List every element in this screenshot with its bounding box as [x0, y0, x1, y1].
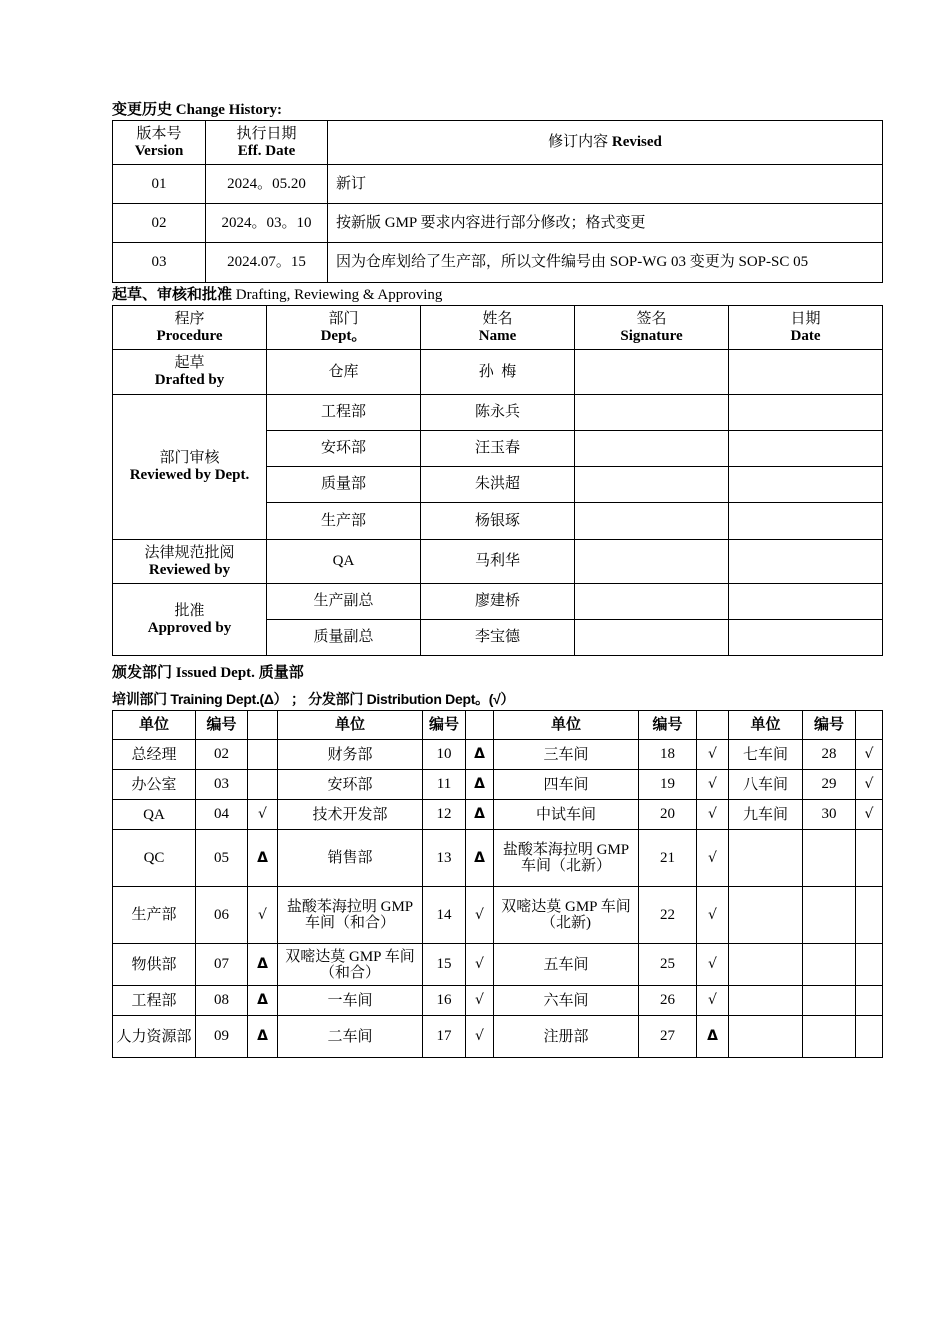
number-cell: 28	[803, 740, 856, 770]
signature-cell	[575, 540, 729, 584]
unit-cell	[729, 887, 803, 944]
distribution-mark: √	[248, 887, 278, 944]
unit-cell: QC	[113, 830, 196, 887]
table-row	[113, 165, 883, 204]
dept-cell: 质量副总	[267, 620, 421, 656]
approved-row	[113, 584, 883, 620]
mark-header	[466, 711, 494, 740]
table-row	[113, 204, 883, 243]
unit-cell: 生产部	[113, 887, 196, 944]
distribution-mark: √	[466, 1016, 494, 1058]
mark-cell	[856, 1016, 883, 1058]
number-cell	[803, 830, 856, 887]
date-cell: 2024。03。10	[206, 204, 328, 243]
date-cell	[729, 395, 883, 431]
number-cell: 13	[423, 830, 466, 887]
training-mark: Δ	[466, 770, 494, 800]
number-cell: 16	[423, 986, 466, 1016]
distribution-table	[112, 710, 883, 1058]
number-cell: 07	[196, 944, 248, 986]
name-cell: 孙 梅	[421, 350, 575, 395]
number-cell: 04	[196, 800, 248, 830]
number-cell: 15	[423, 944, 466, 986]
signature-cell	[575, 350, 729, 395]
document-page	[112, 100, 882, 1058]
signature-cell	[575, 584, 729, 620]
unit-cell: 销售部	[278, 830, 423, 887]
issued-dept-label: 颁发部门 Issued Dept.	[112, 665, 255, 681]
table-row	[113, 770, 883, 800]
unit-cell: 办公室	[113, 770, 196, 800]
number-cell: 22	[639, 887, 697, 944]
dept-cell: 生产部	[267, 503, 421, 540]
date-cell	[729, 431, 883, 467]
procedure-header: 程序 Procedure	[113, 306, 267, 350]
distribution-mark: √	[248, 800, 278, 830]
unit-cell: 七车间	[729, 740, 803, 770]
unit-header: 单位	[729, 711, 803, 740]
unit-cell: 总经理	[113, 740, 196, 770]
unit-cell: 中试车间	[494, 800, 639, 830]
distribution-mark: √	[697, 800, 729, 830]
distribution-mark: √	[697, 986, 729, 1016]
number-header: 编号	[196, 711, 248, 740]
approval-table	[112, 305, 883, 656]
mark-header	[697, 711, 729, 740]
distribution-mark: √	[697, 887, 729, 944]
number-header: 编号	[423, 711, 466, 740]
reviewed-dept-procedure: 部门审核 Reviewed by Dept.	[113, 395, 267, 540]
legal-review-procedure: 法律规范批阅 Reviewed by	[113, 540, 267, 584]
legal-review-row	[113, 540, 883, 584]
eff-date-header: 执行日期 Eff. Date	[206, 121, 328, 165]
signature-cell	[575, 620, 729, 656]
dept-cell: 质量部	[267, 467, 421, 503]
table-row	[113, 800, 883, 830]
revised-header: 修订内容 Revised	[328, 121, 883, 165]
number-cell	[803, 986, 856, 1016]
unit-cell	[729, 944, 803, 986]
date-cell: 2024.07。15	[206, 243, 328, 283]
unit-cell: 注册部	[494, 1016, 639, 1058]
reviewed-row	[113, 395, 883, 431]
name-cell: 朱洪超	[421, 467, 575, 503]
revision-content-cell: 因为仓库划给了生产部，所以文件编号由 SOP-WG 03 变更为 SOP-SC 05	[328, 243, 883, 283]
number-cell: 30	[803, 800, 856, 830]
signature-cell	[575, 503, 729, 540]
number-cell: 29	[803, 770, 856, 800]
table-row	[113, 887, 883, 944]
number-cell	[803, 1016, 856, 1058]
name-cell: 汪玉春	[421, 431, 575, 467]
approval-title	[112, 285, 882, 305]
dept-cell: QA	[267, 540, 421, 584]
number-cell: 14	[423, 887, 466, 944]
date-cell	[729, 350, 883, 395]
approval-header-row	[113, 306, 883, 350]
number-cell: 17	[423, 1016, 466, 1058]
mark-cell	[856, 944, 883, 986]
unit-cell: 安环部	[278, 770, 423, 800]
distribution-mark: √	[856, 740, 883, 770]
mark-header	[248, 711, 278, 740]
date-header: 日期 Date	[729, 306, 883, 350]
distribution-mark: √	[697, 830, 729, 887]
name-header: 姓名 Name	[421, 306, 575, 350]
distribution-mark: √	[856, 800, 883, 830]
distribution-mark: √	[466, 944, 494, 986]
training-mark: Δ	[248, 986, 278, 1016]
date-cell	[729, 620, 883, 656]
signature-cell	[575, 395, 729, 431]
mark-cell	[856, 830, 883, 887]
unit-header: 单位	[113, 711, 196, 740]
unit-cell: 六车间	[494, 986, 639, 1016]
table-row	[113, 986, 883, 1016]
unit-cell: 四车间	[494, 770, 639, 800]
version-header: 版本号 Version	[113, 121, 206, 165]
unit-cell: 双嘧达莫 GMP 车间（和合）	[278, 944, 423, 986]
approved-procedure: 批准 Approved by	[113, 584, 267, 656]
number-cell: 21	[639, 830, 697, 887]
number-cell: 10	[423, 740, 466, 770]
training-mark: Δ	[248, 830, 278, 887]
number-cell: 18	[639, 740, 697, 770]
change-history-header-row	[113, 121, 883, 165]
training-mark: Δ	[697, 1016, 729, 1058]
drafted-row	[113, 350, 883, 395]
unit-cell: 一车间	[278, 986, 423, 1016]
date-cell	[729, 584, 883, 620]
unit-cell: 工程部	[113, 986, 196, 1016]
number-cell: 02	[196, 740, 248, 770]
distribution-header-row	[113, 711, 883, 740]
name-cell: 马利华	[421, 540, 575, 584]
table-row	[113, 830, 883, 887]
unit-cell	[729, 986, 803, 1016]
unit-cell: 人力资源部	[113, 1016, 196, 1058]
unit-cell: 技术开发部	[278, 800, 423, 830]
unit-cell	[729, 1016, 803, 1058]
change-history-title-cn: 变更历史	[112, 102, 173, 118]
unit-header: 单位	[278, 711, 423, 740]
number-cell: 20	[639, 800, 697, 830]
unit-cell: 双嘧达莫 GMP 车间（北新)	[494, 887, 639, 944]
unit-cell: 物供部	[113, 944, 196, 986]
unit-cell: 五车间	[494, 944, 639, 986]
number-cell: 06	[196, 887, 248, 944]
signature-cell	[575, 431, 729, 467]
dept-cell: 工程部	[267, 395, 421, 431]
number-header: 编号	[803, 711, 856, 740]
signature-header: 签名 Signature	[575, 306, 729, 350]
number-header: 编号	[639, 711, 697, 740]
number-cell: 03	[196, 770, 248, 800]
dept-cell: 仓库	[267, 350, 421, 395]
distribution-body	[113, 740, 883, 1058]
approval-title-cn: 起草、审核和批准	[112, 287, 233, 303]
training-mark: Δ	[248, 1016, 278, 1058]
date-cell: 2024。05.20	[206, 165, 328, 204]
number-cell: 19	[639, 770, 697, 800]
number-cell: 25	[639, 944, 697, 986]
mark-cell	[856, 887, 883, 944]
distribution-mark: √	[697, 770, 729, 800]
number-cell: 08	[196, 986, 248, 1016]
drafted-procedure: 起草 Drafted by	[113, 350, 267, 395]
name-cell: 廖建桥	[421, 584, 575, 620]
change-history-title	[112, 100, 882, 120]
unit-cell: 盐酸苯海拉明 GMP 车间（北新）	[494, 830, 639, 887]
distribution-title: 培训部门 Training Dept.(Δ） ； 分发部门 Distribution Dept。(√）	[112, 691, 515, 707]
unit-cell: 三车间	[494, 740, 639, 770]
table-row	[113, 243, 883, 283]
distribution-mark: √	[697, 944, 729, 986]
training-mark: Δ	[466, 800, 494, 830]
issued-dept-value: 质量部	[258, 665, 304, 681]
table-row	[113, 740, 883, 770]
name-cell: 陈永兵	[421, 395, 575, 431]
training-mark: Δ	[466, 740, 494, 770]
number-cell: 27	[639, 1016, 697, 1058]
number-cell	[803, 887, 856, 944]
number-cell	[803, 944, 856, 986]
table-row	[113, 944, 883, 986]
date-cell	[729, 540, 883, 584]
signature-cell	[575, 467, 729, 503]
unit-cell: 九车间	[729, 800, 803, 830]
number-cell: 26	[639, 986, 697, 1016]
version-cell: 03	[113, 243, 206, 283]
change-history-title-en: Change History:	[175, 102, 283, 118]
training-mark: Δ	[248, 944, 278, 986]
mark-cell	[856, 986, 883, 1016]
change-history-table	[112, 120, 883, 283]
unit-cell: QA	[113, 800, 196, 830]
distribution-mark: √	[856, 770, 883, 800]
name-cell: 杨银琢	[421, 503, 575, 540]
mark-cell	[248, 740, 278, 770]
unit-cell: 财务部	[278, 740, 423, 770]
date-cell	[729, 503, 883, 540]
date-cell	[729, 467, 883, 503]
mark-cell	[248, 770, 278, 800]
version-cell: 02	[113, 204, 206, 243]
distribution-mark: √	[697, 740, 729, 770]
distribution-mark: √	[466, 986, 494, 1016]
table-row	[113, 1016, 883, 1058]
dept-cell: 安环部	[267, 431, 421, 467]
unit-cell: 二车间	[278, 1016, 423, 1058]
number-cell: 09	[196, 1016, 248, 1058]
number-cell: 12	[423, 800, 466, 830]
dept-cell: 生产副总	[267, 584, 421, 620]
training-mark: Δ	[466, 830, 494, 887]
approval-title-en: Drafting, Reviewing & Approving	[235, 287, 443, 303]
revision-content-cell: 新订	[328, 165, 883, 204]
name-cell: 李宝德	[421, 620, 575, 656]
unit-cell: 盐酸苯海拉明 GMP 车间（和合）	[278, 887, 423, 944]
revision-content-cell: 按新版 GMP 要求内容进行部分修改；格式变更	[328, 204, 883, 243]
mark-header	[856, 711, 883, 740]
number-cell: 05	[196, 830, 248, 887]
distribution-mark: √	[466, 887, 494, 944]
issued-dept-line	[112, 662, 882, 684]
number-cell: 11	[423, 770, 466, 800]
version-cell: 01	[113, 165, 206, 204]
unit-cell: 八车间	[729, 770, 803, 800]
dept-header: 部门 Dept。	[267, 306, 421, 350]
unit-header: 单位	[494, 711, 639, 740]
unit-cell	[729, 830, 803, 887]
